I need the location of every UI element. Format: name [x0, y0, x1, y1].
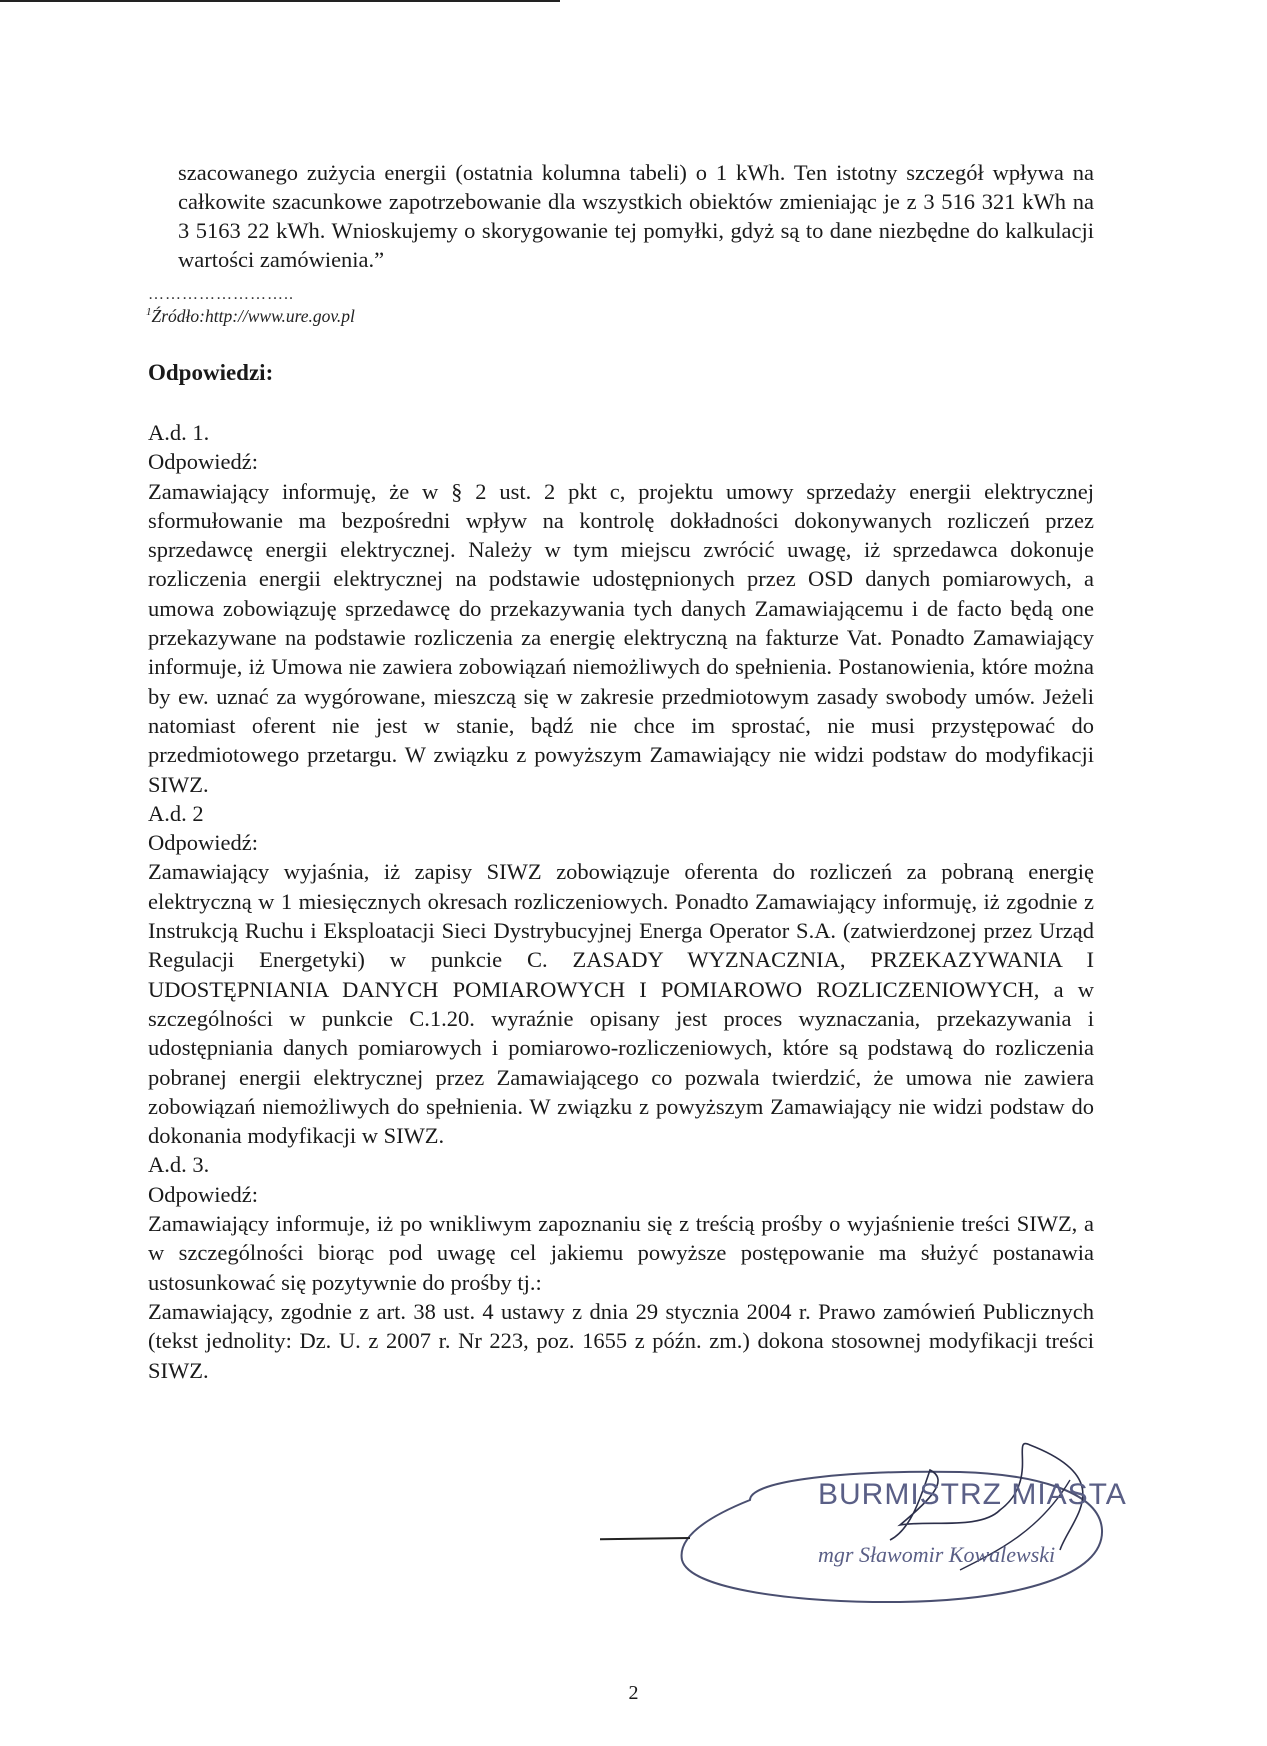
- answers-heading: Odpowiedzi:: [148, 360, 274, 385]
- footnote-source: Źródło:http://www.ure.gov.pl: [151, 306, 355, 326]
- answer-1-heading: Odpowiedź:: [148, 449, 258, 475]
- answer-3-label: A.d. 3.: [148, 1152, 210, 1178]
- scan-top-edge: [0, 0, 560, 2]
- answer-3-text-2: Zamawiający, zgodnie z art. 38 ust. 4 ustawy z dnia 29 stycznia 2004 r. Prawo zamówień Publicznych (tekst jednolity: Dz. U. z 2007 r. Nr 223, poz. 1655 z późn. zm.) dokona stosownej modyfikacji treści SIWZ.: [148, 1298, 1094, 1383]
- footnote: [146, 306, 355, 327]
- answers-body: [148, 418, 1094, 1385]
- answer-1-label: A.d. 1.: [148, 420, 210, 445]
- answer-2-label: A.d. 2: [148, 800, 204, 826]
- answer-3-heading: Odpowiedź:: [148, 1181, 258, 1207]
- answer-1-text: Zamawiający informuję, że w § 2 ust. 2 pkt c, projektu umowy sprzedaży energii elektrycznej sformułowanie ma bezpośredni wpływ na kontrolę dokładności dokonywanych rozliczeń przez sprzedawcę energii elektrycznej. Należy w tym miejscu zwrócić uwagę, iż sprzedawca dokonuje rozliczenia energii elektrycznej na podstawie udostępnionych przez OSD danych pomiarowych, a umowa zobowiązuję sprzedawcę do przekazywania tych danych Zamawiającemu i de facto będą one przekazywane na podstawie rozliczenia za energię elektryczną na fakturze Vat. Ponadto Zamawiający informuje, iż Umowa nie zawiera zobowiązań niemożliwych do spełnienia. Postanowienia, które można by ew. uznać za wygórowane, mieszczą się w zakresie przedmiotowym zasady swobody umów. Jeżeli natomiast oferent nie jest w stanie, bądź nie chce im sprostać, nie musi przystępować do przedmiotowego przetargu. W związku z powyższym Zamawiający nie widzi podstaw do modyfikacji SIWZ.: [148, 478, 1094, 797]
- answer-2-text: Zamawiający wyjaśnia, iż zapisy SIWZ zobowiązuje oferenta do rozliczeń za pobraną energię elektryczną w 1 miesięcznych okresach rozliczeniowych. Ponadto Zamawiający informuję, iż zgodnie z Instrukcją Ruchu i Eksploatacji Sieci Dystrybucyjnej Energa Operator S.A. (zatwierdzonej przez Urząd Regulacji Energetyki) w punkcie C. ZASADY WYZNACZNIA, PRZEKAZYWANIA I UDOSTĘPNIANIA DANYCH POMIAROWYCH I POMIAROWO ROZLICZENIOWYCH, a w szczególności w punkcie C.1.20. wyraźnie opisany jest proces wyznaczania, przekazywania i udostępniania danych pomiarowych i pomiarowo-rozliczeniowych, które są podstawą do rozliczenia pobranej energii elektrycznej przez Zamawiającego co pozwala twierdzić, że umowa nie zawiera zobowiązań niemożliwych do spełnienia. W związku z powyższym Zamawiający nie widzi podstaw do dokonania modyfikacji w SIWZ.: [148, 859, 1094, 1149]
- answer-3-text: Zamawiający informuje, iż po wnikliwym zapoznaniu się z treścią prośby o wyjaśnienie treści SIWZ, a w szczególności biorąc pod uwagę cel jakiemu powyższe postępowanie ma służyć postanawia ustosunkować się pozytywnie do prośby tj.:: [148, 1211, 1094, 1295]
- quote-paragraph: szacowanego zużycia energii (ostatnia kolumna tabeli) o 1 kWh. Ten istotny szczegół wpływa na całkowite szacunkowe zapotrzebowanie dla wszystkich obiektów zmieniając je z 3 516 321 kWh na 3 5163 22 kWh. Wnioskujemy o skorygowanie tej pomyłki, gdyż są to dane niezbędne do kalkulacji wartości zamówienia.”: [178, 160, 1094, 272]
- quoted-text-block: [178, 158, 1094, 274]
- page-number: 2: [628, 1682, 639, 1704]
- stamp-name: mgr Sławomir Kowalewski: [818, 1542, 1056, 1567]
- stamp-title: BURMISTRZ MIASTA: [818, 1478, 1127, 1511]
- footnote-separator: ……………………..: [148, 286, 294, 303]
- signature-line: [600, 1538, 690, 1540]
- answer-2-heading: Odpowiedź:: [148, 830, 258, 856]
- footnote-marker: 1: [146, 306, 152, 319]
- official-stamp: [600, 1440, 1120, 1610]
